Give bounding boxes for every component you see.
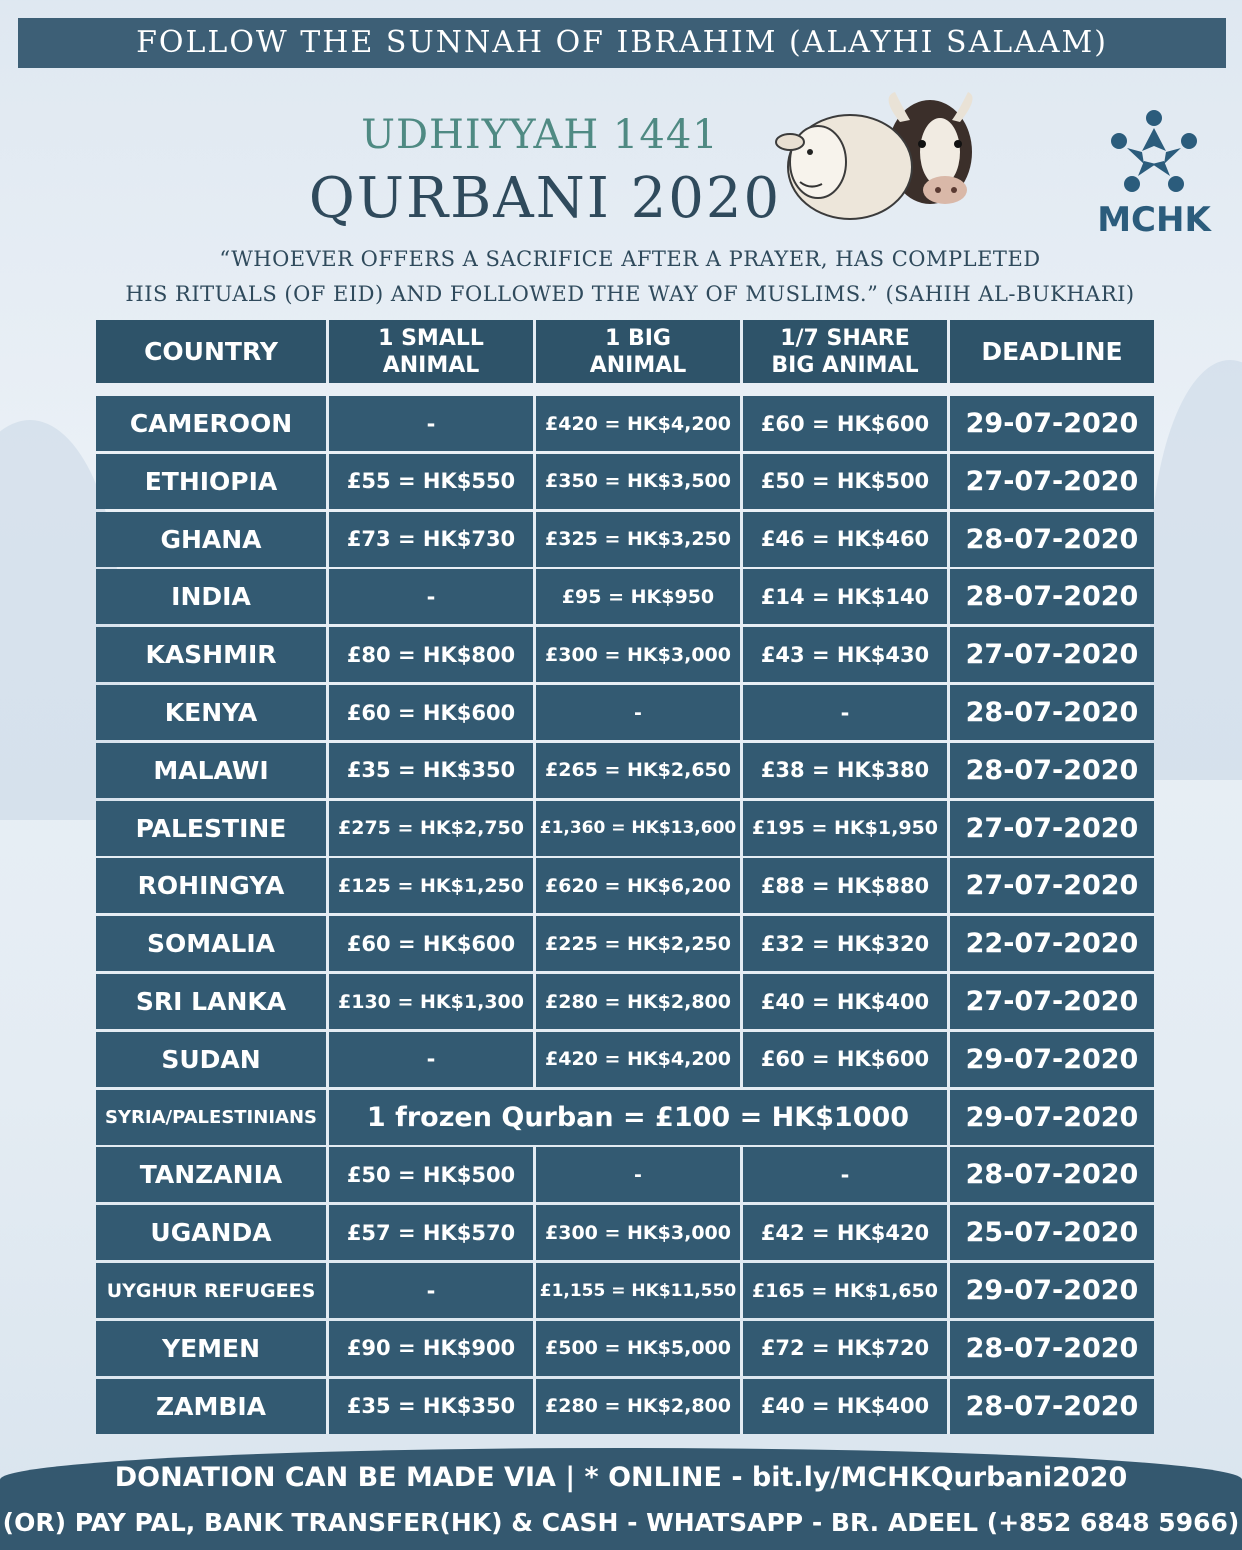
share-cell: £32 = HK$320 — [743, 916, 950, 971]
deadline-cell: 27-07-2020 — [950, 627, 1154, 682]
big-animal-cell: £95 = HK$950 — [536, 569, 743, 624]
deadline-cell: 25-07-2020 — [950, 1205, 1154, 1260]
country-cell: YEMEN — [96, 1321, 329, 1376]
table-row — [96, 569, 1154, 624]
share-cell: £60 = HK$600 — [743, 396, 950, 451]
sheep-icon — [776, 115, 912, 219]
big-animal-cell: - — [536, 685, 743, 740]
deadline-cell: 28-07-2020 — [950, 685, 1154, 740]
frozen-qurban-cell: 1 frozen Qurban = £100 = HK$1000 — [329, 1090, 950, 1145]
country-cell: SUDAN — [96, 1032, 329, 1087]
deadline-cell: 22-07-2020 — [950, 916, 1154, 971]
small-animal-cell: £130 = HK$1,300 — [329, 974, 536, 1029]
share-cell: £40 = HK$400 — [743, 1379, 950, 1434]
share-cell: £165 = HK$1,650 — [743, 1263, 950, 1318]
deadline-cell: 29-07-2020 — [950, 1090, 1154, 1145]
share-cell: £14 = HK$140 — [743, 569, 950, 624]
share-cell: £88 = HK$880 — [743, 858, 950, 913]
header-small-animal — [329, 320, 536, 383]
small-animal-cell: £60 = HK$600 — [329, 685, 536, 740]
small-animal-cell: £275 = HK$2,750 — [329, 801, 536, 856]
big-animal-cell: £420 = HK$4,200 — [536, 396, 743, 451]
table-row — [96, 512, 1154, 567]
table-row — [96, 801, 1154, 856]
deadline-cell: 29-07-2020 — [950, 396, 1154, 451]
title-udhiyyah: UDHIYYAH 1441 — [361, 112, 719, 158]
country-cell: SOMALIA — [96, 916, 329, 971]
deadline-cell: 28-07-2020 — [950, 1379, 1154, 1434]
table-row — [96, 454, 1154, 509]
big-animal-cell: £280 = HK$2,800 — [536, 1379, 743, 1434]
country-cell: CAMEROON — [96, 396, 329, 451]
country-cell: GHANA — [96, 512, 329, 567]
page-title: QURBANI 2020 — [308, 166, 782, 231]
deadline-cell: 28-07-2020 — [950, 743, 1154, 798]
share-cell: £42 = HK$420 — [743, 1205, 950, 1260]
logo-text: MCHK — [1097, 200, 1211, 240]
share-cell: £50 = HK$500 — [743, 454, 950, 509]
deadline-cell: 27-07-2020 — [950, 858, 1154, 913]
big-animal-cell: £500 = HK$5,000 — [536, 1321, 743, 1376]
share-cell: £43 = HK$430 — [743, 627, 950, 682]
hadith-quote — [100, 242, 1160, 312]
mchk-logo-icon — [1104, 106, 1204, 201]
header-share-line2: BIG ANIMAL — [771, 352, 919, 378]
big-animal-cell: £280 = HK$2,800 — [536, 974, 743, 1029]
share-cell: £46 = HK$460 — [743, 512, 950, 567]
table-row — [96, 396, 1154, 451]
share-cell: £38 = HK$380 — [743, 743, 950, 798]
big-animal-cell: £265 = HK$2,650 — [536, 743, 743, 798]
big-animal-cell: £620 = HK$6,200 — [536, 858, 743, 913]
quote-line-2: HIS RITUALS (OF EID) AND FOLLOWED THE WAY OF MUSLIMS.” (SAHIH AL-BUKHARI) — [125, 282, 1135, 306]
header-small-line1: 1 SMALL — [378, 325, 484, 351]
deadline-cell: 27-07-2020 — [950, 454, 1154, 509]
country-cell: MALAWI — [96, 743, 329, 798]
country-cell: PALESTINE — [96, 801, 329, 856]
table-row — [96, 743, 1154, 798]
big-animal-cell: £300 = HK$3,000 — [536, 1205, 743, 1260]
small-animal-cell: - — [329, 396, 536, 451]
country-cell: UGANDA — [96, 1205, 329, 1260]
small-animal-cell: - — [329, 1263, 536, 1318]
small-animal-cell: £90 = HK$900 — [329, 1321, 536, 1376]
quote-line-1: “WHOEVER OFFERS A SACRIFICE AFTER A PRAYER, HAS COMPLETED — [219, 247, 1041, 271]
big-animal-cell: £1,155 = HK$11,550 — [536, 1263, 743, 1318]
share-cell: £60 = HK$600 — [743, 1032, 950, 1087]
top-banner: FOLLOW THE SUNNAH OF IBRAHIM (ALAYHI SALAAM) — [18, 18, 1226, 68]
table-row — [96, 1205, 1154, 1260]
deadline-cell: 28-07-2020 — [950, 569, 1154, 624]
deadline-cell: 27-07-2020 — [950, 801, 1154, 856]
header-big-animal — [536, 320, 743, 383]
share-cell: £40 = HK$400 — [743, 974, 950, 1029]
big-animal-cell: - — [536, 1147, 743, 1202]
deadline-cell: 28-07-2020 — [950, 1321, 1154, 1376]
small-animal-cell: £55 = HK$550 — [329, 454, 536, 509]
footer-donation-line: DONATION CAN BE MADE VIA | * ONLINE - bit.ly/MCHKQurbani2020 — [114, 1462, 1128, 1493]
small-animal-cell: £80 = HK$800 — [329, 627, 536, 682]
big-animal-cell: £325 = HK$3,250 — [536, 512, 743, 567]
deadline-cell: 28-07-2020 — [950, 1147, 1154, 1202]
table-row — [96, 685, 1154, 740]
table-row — [96, 858, 1154, 913]
header-big-line2: ANIMAL — [589, 352, 687, 378]
sheep-cow-illustration — [770, 82, 995, 232]
small-animal-cell: £57 = HK$570 — [329, 1205, 536, 1260]
country-cell: TANZANIA — [96, 1147, 329, 1202]
country-cell: ZAMBIA — [96, 1379, 329, 1434]
table-row — [96, 974, 1154, 1029]
deadline-cell: 28-07-2020 — [950, 512, 1154, 567]
deadline-cell: 27-07-2020 — [950, 974, 1154, 1029]
background-dome-right — [1150, 360, 1242, 780]
header-big-line1: 1 BIG — [605, 325, 671, 351]
country-cell: ETHIOPIA — [96, 454, 329, 509]
small-animal-cell: £35 = HK$350 — [329, 743, 536, 798]
mchk-logo — [1096, 100, 1212, 240]
share-cell: £72 = HK$720 — [743, 1321, 950, 1376]
big-animal-cell: £1,360 = HK$13,600 — [536, 801, 743, 856]
table-row — [96, 1147, 1154, 1202]
table-row — [96, 1263, 1154, 1318]
country-cell: ROHINGYA — [96, 858, 329, 913]
table-row — [96, 1090, 1154, 1145]
deadline-cell: 29-07-2020 — [950, 1263, 1154, 1318]
small-animal-cell: - — [329, 1032, 536, 1087]
table-row — [96, 1032, 1154, 1087]
table-row — [96, 916, 1154, 971]
big-animal-cell: £350 = HK$3,500 — [536, 454, 743, 509]
country-cell: UYGHUR REFUGEES — [96, 1263, 329, 1318]
country-cell: INDIA — [96, 569, 329, 624]
small-animal-cell: £50 = HK$500 — [329, 1147, 536, 1202]
share-cell: - — [743, 685, 950, 740]
header-share-line1: 1/7 SHARE — [780, 325, 910, 351]
share-cell: - — [743, 1147, 950, 1202]
header-country: COUNTRY — [96, 320, 329, 383]
table-header-row — [96, 320, 1154, 383]
deadline-cell: 29-07-2020 — [950, 1032, 1154, 1087]
country-cell: KENYA — [96, 685, 329, 740]
country-cell: SRI LANKA — [96, 974, 329, 1029]
country-cell: SYRIA/PALESTINIANS — [96, 1090, 329, 1145]
header-deadline: DEADLINE — [950, 320, 1154, 383]
country-cell: KASHMIR — [96, 627, 329, 682]
small-animal-cell: - — [329, 569, 536, 624]
big-animal-cell: £420 = HK$4,200 — [536, 1032, 743, 1087]
small-animal-cell: £73 = HK$730 — [329, 512, 536, 567]
big-animal-cell: £300 = HK$3,000 — [536, 627, 743, 682]
small-animal-cell: £35 = HK$350 — [329, 1379, 536, 1434]
small-animal-cell: £60 = HK$600 — [329, 916, 536, 971]
footer-payment-line: (OR) PAY PAL, BANK TRANSFER(HK) & CASH - WHATSAPP - BR. ADEEL (+852 6848 5966) — [2, 1508, 1240, 1537]
table-row — [96, 1379, 1154, 1434]
table-row — [96, 1321, 1154, 1376]
small-animal-cell: £125 = HK$1,250 — [329, 858, 536, 913]
share-cell: £195 = HK$1,950 — [743, 801, 950, 856]
header-small-line2: ANIMAL — [382, 352, 480, 378]
header-share-big-animal — [743, 320, 950, 383]
big-animal-cell: £225 = HK$2,250 — [536, 916, 743, 971]
table-row — [96, 627, 1154, 682]
